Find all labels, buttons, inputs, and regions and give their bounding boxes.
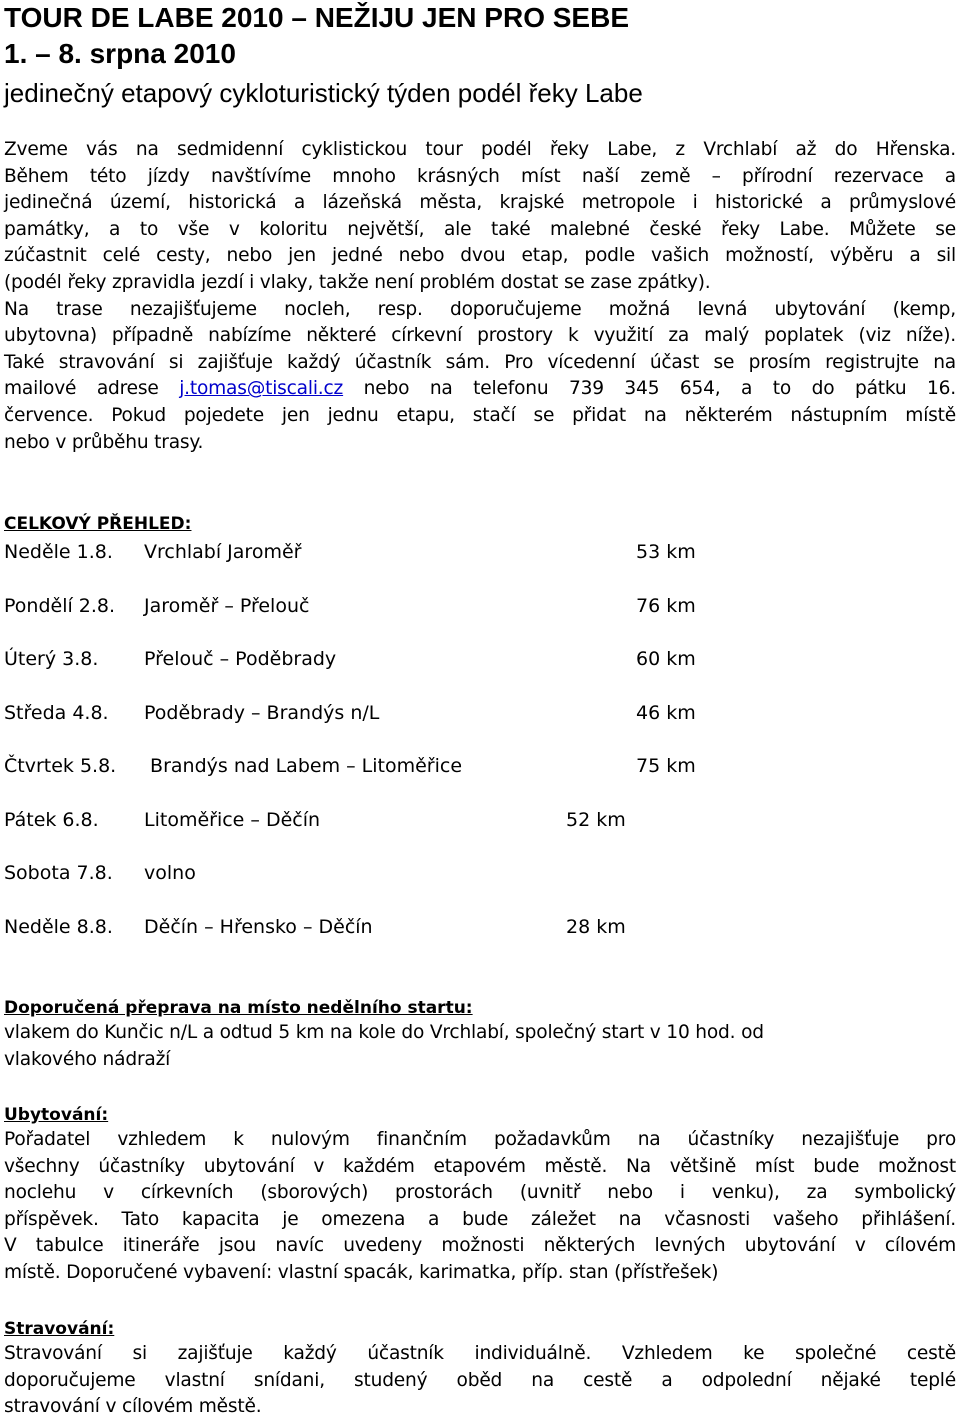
intro-line: Na trase nezajišťujeme nocleh, resp. doporučujeme možná levná ubytování (kemp,	[4, 298, 956, 320]
row-day: Sobota 7.8.	[4, 862, 113, 884]
accommodation-line: noclehu v církevních (sborových) prostorách (uvnitř nebo i venku), za symbolický	[4, 1182, 956, 1204]
intro-email-line	[4, 376, 956, 403]
row-route: Jaroměř – Přelouč	[144, 595, 310, 617]
row-route: Poděbrady – Brandýs n/L	[144, 702, 380, 724]
row-day: Pátek 6.8.	[4, 809, 99, 831]
row-route: Přelouč – Poděbrady	[144, 648, 337, 670]
accommodation-title: Ubytování:	[4, 1105, 109, 1125]
food-line: stravování v cílovém městě.	[4, 1396, 262, 1417]
row-route: Litoměřice – Děčín	[144, 809, 321, 831]
row-distance: 52 km	[566, 809, 626, 831]
document-dates: 1. – 8. srpna 2010	[4, 38, 236, 69]
row-distance: 76 km	[636, 595, 696, 617]
accommodation-line: příspěvek. Tato kapacita je omezena a bude záležet na včasnosti vašeho přihlášení.	[4, 1208, 956, 1230]
food-title: Stravování:	[4, 1319, 115, 1339]
email-link[interactable]: j.tomas@tiscali.cz	[179, 378, 344, 400]
row-day: Neděle 8.8.	[4, 916, 113, 938]
intro-line: Zveme vás na sedmidenní cyklistickou tour podél řeky Labe, z Vrchlabí až do Hřenska.	[4, 139, 956, 160]
transport-line: vlakového nádraží	[4, 1048, 171, 1070]
intro-line: ubytovna) případně nabízíme některé církevní prostory k využití za malý poplatek (viz níže).	[4, 325, 956, 347]
email-suffix: nebo na telefonu 739 345 654, a to do pátku 16.	[343, 378, 956, 400]
food-line: doporučujeme vlastní snídani, studený oběd na cestě a odpolední nějaké teplé	[4, 1369, 956, 1391]
row-day: Pondělí 2.8.	[4, 595, 116, 617]
row-day: Čtvrtek 5.8.	[4, 755, 117, 777]
row-distance: 46 km	[636, 702, 696, 724]
row-route: Vrchlabí Jaroměř	[144, 541, 302, 563]
food-paragraph	[4, 1341, 956, 1417]
row-distance: 60 km	[636, 648, 696, 670]
accommodation-line: místě. Doporučené vybavení: vlastní spacák, karimatka, příp. stan (přístřešek)	[4, 1261, 719, 1283]
row-day: Úterý 3.8.	[4, 648, 99, 670]
intro-line: Také stravování si zajišťuje každý účastník sám. Pro vícedenní účast se prosím registrujte na	[4, 351, 956, 373]
row-route: Děčín – Hřensko – Děčín	[144, 916, 373, 938]
row-route: volno	[144, 862, 196, 884]
row-route: Brandýs nad Labem – Litoměřice	[144, 755, 463, 777]
intro-line: zúčastnit celé cesty, nebo jen jedné nebo dvou etap, podle vašich možností, výběru a sil	[4, 245, 956, 267]
document-subtitle: jedinečný etapový cykloturistický týden podél řeky Labe	[4, 78, 643, 108]
email-prefix: mailové adrese	[4, 378, 180, 400]
transport-paragraph	[4, 1020, 956, 1073]
accommodation-line: Pořadatel vzhledem k nulovým finančním požadavkům na účastníky nezajišťuje pro	[4, 1129, 956, 1150]
accommodation-paragraph	[4, 1127, 956, 1287]
document-title: TOUR DE LABE 2010 – NEŽIJU JEN PRO SEBE	[4, 2, 629, 33]
intro-line: nebo v průběhu trasy.	[4, 431, 204, 453]
food-line: Stravování si zajišťuje každý účastník individuálně. Vzhledem ke společné cestě	[4, 1343, 956, 1364]
accommodation-line: V tabulce itineráře jsou navíc uvedeny možnosti některých levných ubytování v cílovém	[4, 1235, 956, 1257]
row-distance: 28 km	[566, 916, 626, 938]
intro-line: července. Pokud pojedete jen jednu etapu, stačí se přidat na některém nástupním místě	[4, 404, 956, 426]
accommodation-line: všechny účastníky ubytování v každém etapovém městě. Na většině míst bude možnost	[4, 1155, 956, 1177]
overview-title: CELKOVÝ PŘEHLED:	[4, 514, 192, 534]
transport-title: Doporučená přeprava na místo nedělního startu:	[4, 998, 473, 1018]
intro-line: památky, a to vše v koloritu největší, ale také malebné české řeky Labe. Můžete se	[4, 218, 956, 240]
intro-line: (podél řeky zpravidla jezdí i vlaky, takže není problém dostat se zase zpátky).	[4, 271, 711, 293]
intro-line: jedinečná území, historická a lázeňská města, krajské metropole i historické a průmyslové	[4, 192, 956, 214]
row-day: Středa 4.8.	[4, 702, 109, 724]
intro-line: Během této jízdy navštívíme mnoho krásných míst naší země – přírodní rezervace a	[4, 165, 956, 187]
row-distance: 53 km	[636, 541, 696, 563]
intro-paragraph	[4, 137, 956, 456]
row-day: Neděle 1.8.	[4, 541, 113, 563]
transport-line: vlakem do Kunčic n/L a odtud 5 km na kole do Vrchlabí, společný start v 10 hod. od	[4, 1022, 764, 1043]
row-distance: 75 km	[636, 755, 696, 777]
